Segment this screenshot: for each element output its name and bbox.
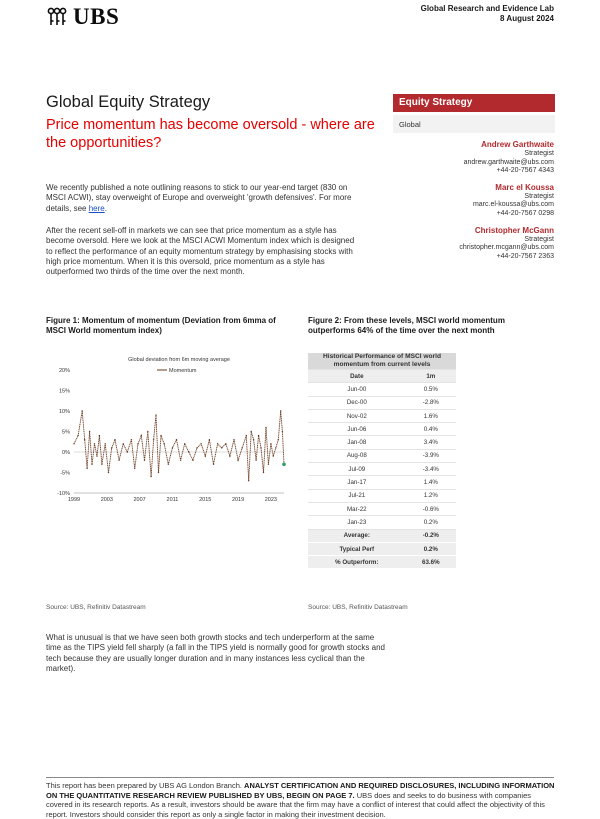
legend-label: Momentum [169,368,197,374]
momentum-point [192,460,193,461]
momentum-point [196,447,197,448]
momentum-point [217,443,218,444]
table-row [308,476,456,489]
momentum-series-line [74,411,284,481]
row-date: Jul-09 [308,463,406,476]
table-header-row [308,370,456,383]
momentum-point [141,435,142,436]
analyst-phone: +44-20-7567 2363 [496,252,554,260]
analyst-name: Marc el Koussa [495,182,554,192]
momentum-point [251,431,252,432]
ubs-logo [46,4,119,30]
col-date-header: Date [308,370,406,383]
momentum-point [77,435,78,436]
figure1-source: Source: UBS, Refinitiv Datastream [46,604,146,611]
row-date: Jun-00 [308,383,406,396]
momentum-point [253,439,254,440]
table-row [308,423,456,436]
row-date: Nov-02 [308,409,406,422]
summary-row [308,529,456,542]
summary-row [308,542,456,555]
figure2-source: Source: UBS, Refinitiv Datastream [308,604,408,611]
performance-table [308,353,456,569]
momentum-point [260,447,261,448]
x-tick-label: 2023 [264,497,277,503]
momentum-point [99,435,100,436]
momentum-point [118,460,119,461]
momentum-point [213,464,214,465]
row-date: Mar-22 [308,502,406,515]
intro-end: . [104,203,107,213]
row-date: Jan-23 [308,516,406,529]
analyst-card [459,183,554,219]
momentum-point [180,460,181,461]
momentum-point [96,455,97,456]
y-tick-label: -5% [60,470,70,477]
figure1-caption: Figure 1: Momentum of momentum (Deviation from 6mma of MSCI World momentum index) [46,316,276,335]
momentum-point [209,439,210,440]
latest-point-marker [282,463,286,467]
momentum-point [114,439,115,440]
momentum-point [168,464,169,465]
col-1m-header: 1m [406,370,456,383]
momentum-point [101,464,102,465]
momentum-point [270,443,271,444]
momentum-point [150,476,151,477]
momentum-point [111,447,112,448]
table-row [308,409,456,422]
table-row [308,489,456,502]
table-row [308,502,456,515]
x-tick-label: 2011 [166,497,179,503]
analyst-card [459,226,554,262]
x-tick-label: 1999 [67,497,81,503]
momentum-point [280,410,281,411]
momentum-point [200,443,201,444]
region-tag: Global [393,115,555,133]
disclaimer-bold: ANALYST CERTIFICATION AND REQUIRED DISCLOSURES, INCLUDING INFORMATION ON THE QUANTITATIVE RESEARCH REVIEW PUBLISHED BY UBS, BEGIN ON PAGE 7. [46,781,555,800]
analyst-card [459,140,554,176]
momentum-point [105,443,106,444]
row-value: 0.2% [406,516,456,529]
momentum-point [275,447,276,448]
momentum-point [176,439,177,440]
summary-label: Average: [308,529,406,542]
report-header [421,4,554,24]
row-value: 0.4% [406,423,456,436]
momentum-point [73,443,74,444]
figure1-chart [46,348,296,608]
analyst-role: Strategist [524,150,554,157]
summary-label: % Outperform: [308,556,406,569]
x-tick-label: 2003 [100,497,113,503]
summary-label: Typical Perf [308,542,406,555]
figure2-caption: Figure 2: From these levels, MSCI world momentum outperforms 64% of the time over the next month [308,316,505,335]
momentum-point [137,443,138,444]
table-row [308,449,456,462]
momentum-point [237,460,238,461]
momentum-point [242,447,243,448]
research-unit: Global Research and Evidence Lab [420,4,554,13]
disclaimer-intro: This report has been prepared by UBS AG London Branch. [46,781,245,790]
momentum-point [255,460,256,461]
momentum-point [233,439,234,440]
momentum-point [246,435,247,436]
category-tag: Equity Strategy [393,94,555,112]
momentum-point [263,472,264,473]
momentum-point [147,431,148,432]
row-value: -3.4% [406,463,456,476]
table-row [308,436,456,449]
momentum-point [86,468,87,469]
y-tick-label: 0% [62,450,70,456]
analyst-email[interactable]: christopher.mcgann@ubs.com [459,244,554,252]
y-tick-label: 20% [58,368,70,374]
momentum-point [127,451,128,452]
closing-paragraph: What is unusual is that we have seen both growth stocks and tech underperform at the same time as the TIPS yield fell sharply (a fall in the TIPS yield is normally good for growth stocks and tech because they are usually longer duration and in many instances less cyclical than the market). [46,633,385,673]
momentum-point [221,447,222,448]
analyst-role: Strategist [524,192,554,200]
page-subtitle: Price momentum has become oversold - where are the opportunities? [46,117,375,151]
momentum-point [205,455,206,456]
momentum-point [225,443,226,444]
momentum-point [273,455,274,456]
disclaimer-rest: UBS does and seeks to do business with companies covered in its research reports. As a result, investors should be aware that the firm may have a conflict of interest that could affect the objectivity of this report. Investors should consider this report as only a single factor in making their investment decision. [46,790,545,819]
footer-divider [46,777,554,778]
logo-text: UBS [73,4,120,29]
momentum-point [188,451,189,452]
table-row [308,516,456,529]
row-value: 1.2% [406,489,456,502]
x-tick-label: 2015 [199,497,212,503]
summary-value: 0.2% [406,542,456,555]
analyst-email[interactable]: andrew.garthwaite@ubs.com [463,158,554,166]
momentum-point [89,431,90,432]
table-title: Historical Performance of MSCI world momentum from current levels [308,353,456,370]
disclaimer [46,781,556,819]
momentum-point [158,472,159,473]
table-row [308,396,456,409]
row-date: Aug-08 [308,449,406,462]
row-date: Dec-00 [308,396,406,409]
momentum-point [131,439,132,440]
intro-text: We recently published a note outlining reasons to stick to our year-end target (830 on MSCI ACWI), stay overweight of Europe and overweight 'growth defensives'. For more details, see [46,183,352,213]
chart-title: Global deviation from 6m moving average [128,357,230,363]
row-value: -0.6% [406,502,456,515]
momentum-point [123,443,124,444]
momentum-point [265,427,266,428]
row-date: Jul-21 [308,489,406,502]
page-title: Global Equity Strategy [46,93,211,111]
y-tick-label: -10% [57,491,70,497]
momentum-chart [46,348,296,513]
table-row [308,383,456,396]
x-tick-label: 2019 [231,497,245,503]
momentum-point [94,443,95,444]
y-tick-label: 15% [58,388,70,395]
analyst-phone: +44-20-7567 0298 [496,209,554,217]
row-value: 0.5% [406,383,456,396]
momentum-point [184,443,185,444]
momentum-point [258,435,259,436]
row-date: Jan-08 [308,436,406,449]
analyst-list [459,140,554,268]
analyst-name: Christopher McGann [474,225,554,235]
row-date: Jan-17 [308,476,406,489]
row-value: 1.6% [406,409,456,422]
summary-row [308,556,456,569]
analyst-phone: +44-20-7567 4343 [496,167,554,175]
momentum-point [229,455,230,456]
x-tick-label: 2007 [133,497,146,503]
momentum-point [155,414,156,415]
row-value: -3.9% [406,449,456,462]
momentum-point [153,439,154,440]
momentum-point [134,468,135,469]
y-tick-label: 10% [58,409,70,415]
analyst-name: Andrew Garthwaite [481,140,554,149]
summary-value: 63.6% [406,556,456,569]
analyst-role: Strategist [524,235,554,243]
momentum-point [248,480,249,481]
row-value: -2.8% [406,396,456,409]
row-value: 3.4% [406,436,456,449]
momentum-point [282,431,283,432]
momentum-point [84,439,85,440]
momentum-point [144,460,145,461]
momentum-point [82,410,83,411]
momentum-point [160,435,161,436]
keys-icon [46,7,68,27]
intro-paragraph [46,183,361,214]
momentum-point [172,447,173,448]
here-link[interactable]: here [88,203,105,213]
momentum-point [108,472,109,473]
summary-value: -0.2% [406,529,456,542]
momentum-point [278,439,279,440]
performance-table-wrap [308,353,456,569]
momentum-paragraph: After the recent sell-off in markets we can see that price momentum as a style has become oversold. Here we look at the MSCI ACWI Momentum index which is designed to reflect the performance of an equity momentum strategy by emphasising stocks with high price momentum. When it is this oversold, price momentum as a style has outperformed two thirds of the time over the next month. [46,226,355,277]
row-value: 1.4% [406,476,456,489]
momentum-point [91,464,92,465]
table-row [308,463,456,476]
momentum-point [164,443,165,444]
y-tick-label: 5% [62,429,70,436]
analyst-email[interactable]: marc.el-koussa@ubs.com [472,201,554,209]
momentum-point [268,464,269,465]
row-date: Jun-06 [308,423,406,436]
report-date: 8 August 2024 [500,14,554,23]
